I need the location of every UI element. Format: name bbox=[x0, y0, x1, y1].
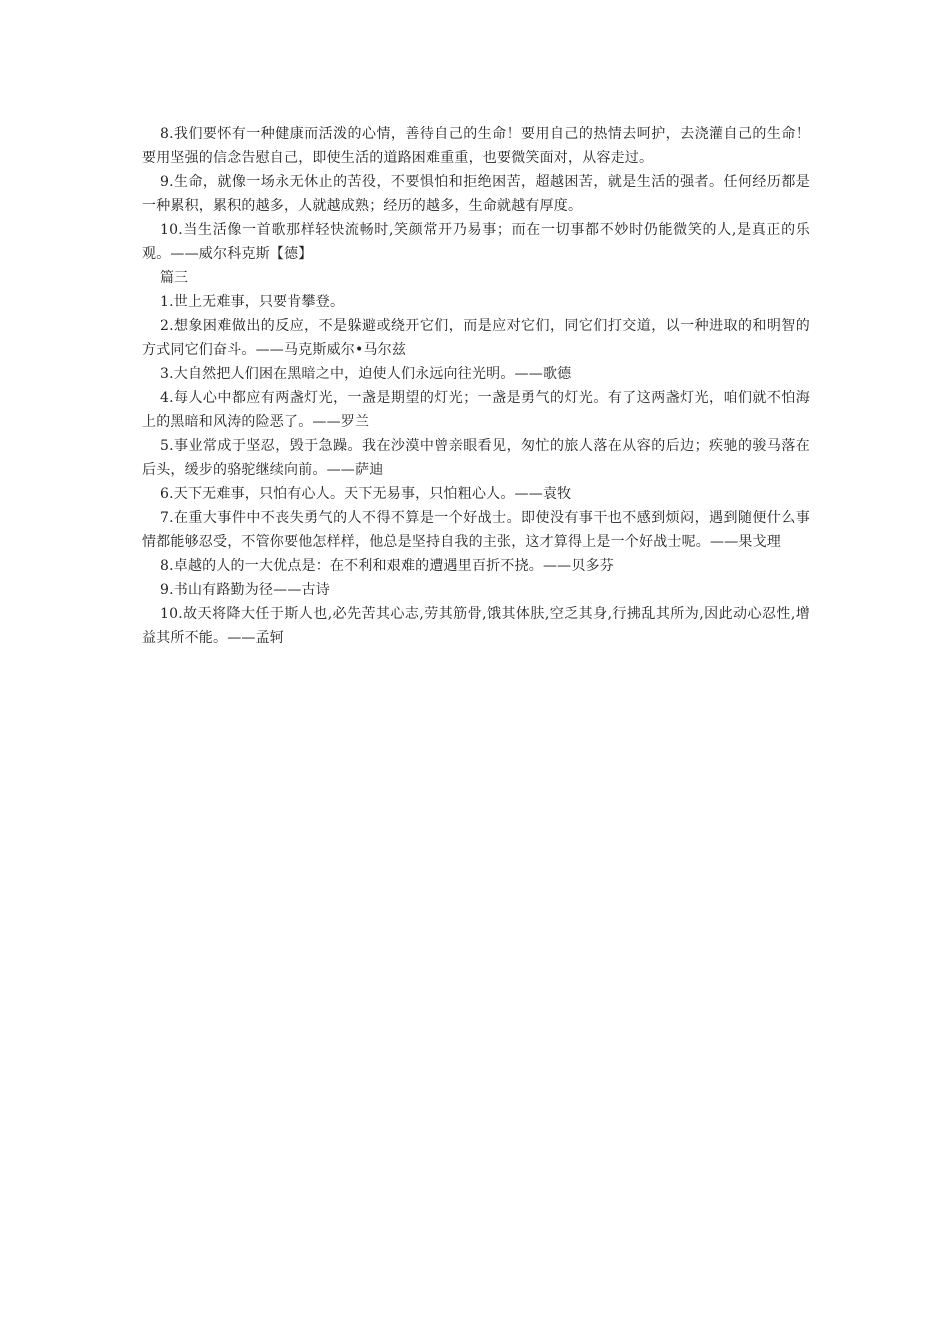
quote-paragraph: 1.世上无难事，只要肯攀登。 bbox=[160, 294, 345, 310]
quote-paragraph: 10.当生活像一首歌那样轻快流畅时,笑颜常开乃易事；而在一切事都不妙时仍能微笑的人,是真正的乐观。——威尔科克斯【德】 bbox=[142, 222, 810, 262]
quote-paragraph: 3.大自然把人们困在黑暗之中，迫使人们永远向往光明。——歌德 bbox=[160, 366, 572, 382]
quote-paragraph: 7.在重大事件中不丧失勇气的人不得不算是一个好战士。即使没有事干也不感到烦闷，遇到随便什么事情都能够忍受，不管你要他怎样样，他总是坚持自我的主张，这才算得上是一个好战士呢。——果戈理 bbox=[142, 510, 810, 550]
quote-paragraph: 5.事业常成于坚忍，毁于急躁。我在沙漠中曾亲眼看见，匆忙的旅人落在从容的后边；疾驰的骏马落在后头，缓步的骆驼继续向前。——萨迪 bbox=[142, 438, 810, 478]
quote-paragraph: 9.书山有路勤为径——古诗 bbox=[160, 582, 330, 598]
quote-paragraph: 8.我们要怀有一种健康而活泼的心情，善待自己的生命！要用自己的热情去呵护，去浇灌自己的生命！要用坚强的信念告慰自己，即使生活的道路困难重重，也要微笑面对，从容走过。 bbox=[142, 126, 810, 166]
document-page bbox=[142, 122, 810, 650]
section-heading: 篇三 bbox=[160, 270, 188, 286]
quote-paragraph: 9.生命，就像一场永无休止的苦役，不要惧怕和拒绝困苦，超越困苦，就是生活的强者。任何经历都是一种累积，累积的越多，人就越成熟；经历的越多，生命就越有厚度。 bbox=[142, 174, 810, 214]
quote-paragraph: 10.故天将降大任于斯人也,必先苦其心志,劳其筋骨,饿其体肤,空乏其身,行拂乱其所为,因此动心忍性,增益其所不能。——孟轲 bbox=[142, 606, 810, 646]
quote-paragraph: 8.卓越的人的一大优点是：在不利和艰难的遭遇里百折不挠。——贝多芬 bbox=[160, 558, 614, 574]
quote-paragraph: 6.天下无难事，只怕有心人。天下无易事，只怕粗心人。——袁牧 bbox=[160, 486, 572, 502]
quote-paragraph: 4.每人心中都应有两盏灯光，一盏是期望的灯光；一盏是勇气的灯光。有了这两盏灯光，咱们就不怕海上的黑暗和风涛的险恶了。——罗兰 bbox=[142, 390, 810, 430]
quote-paragraph: 2.想象困难做出的反应，不是躲避或绕开它们，而是应对它们，同它们打交道，以一种进取的和明智的方式同它们奋斗。——马克斯威尔•马尔兹 bbox=[142, 318, 810, 358]
